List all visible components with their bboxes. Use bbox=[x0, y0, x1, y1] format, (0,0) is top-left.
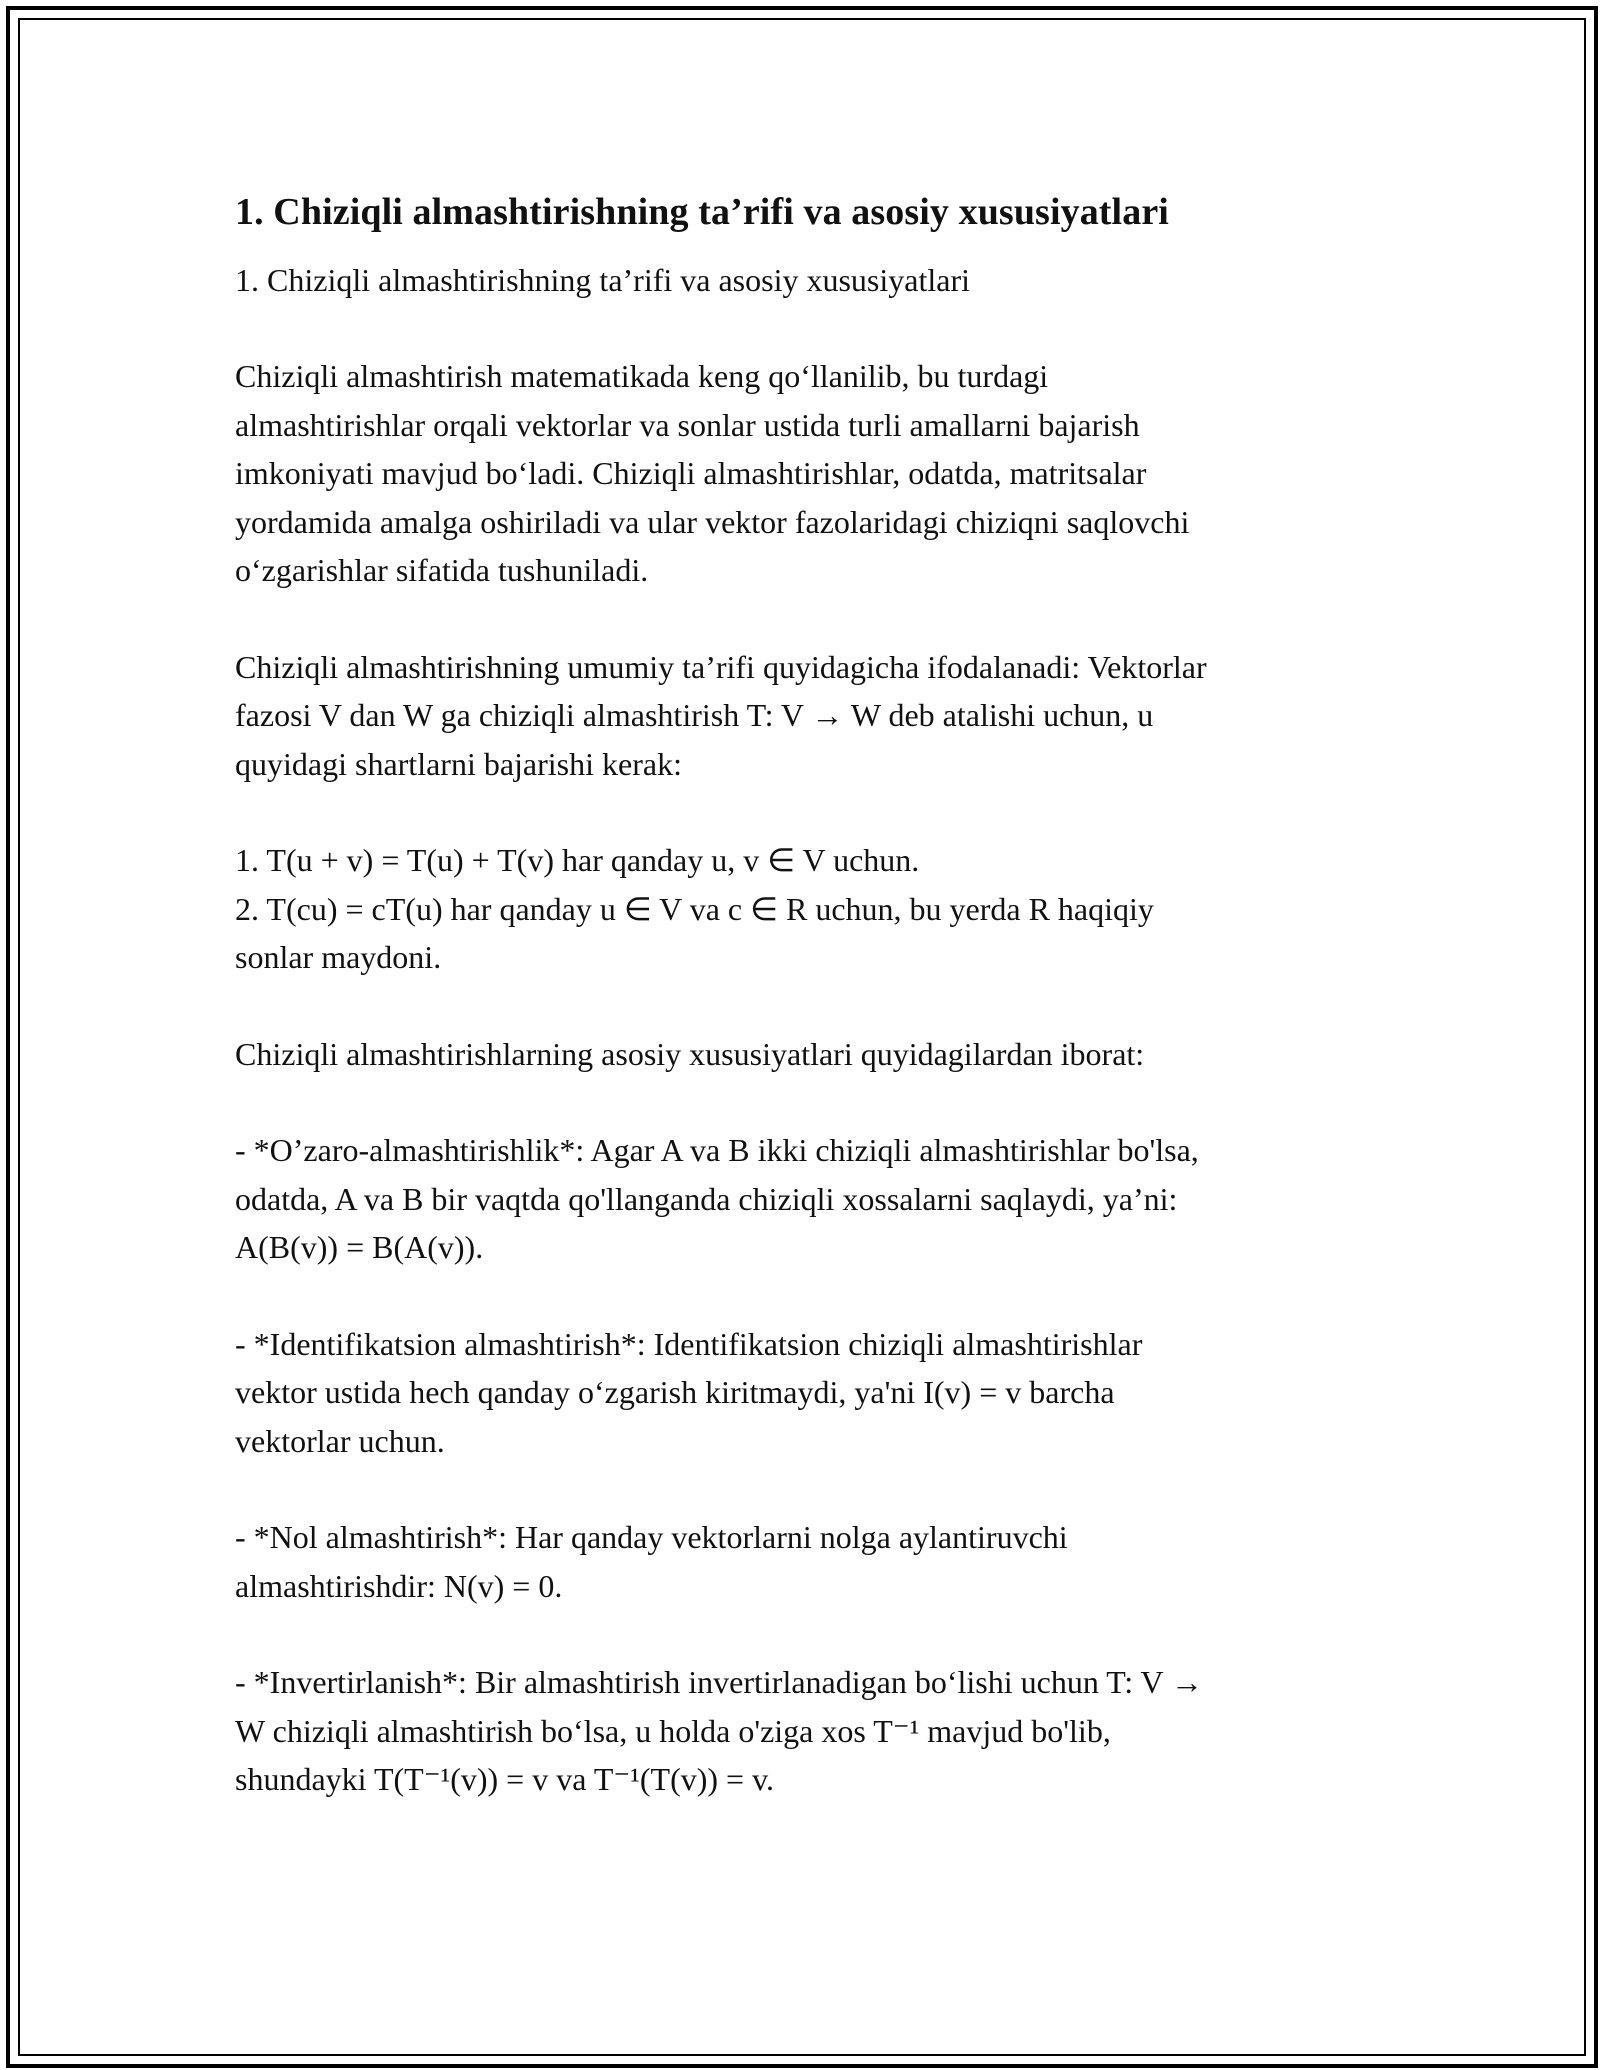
section-subheading: 1. Chiziqli almashtirishning ta’rifi va asosiy xususiyatlari bbox=[235, 262, 970, 298]
paragraph-definition bbox=[235, 643, 1370, 789]
paragraph-introduction bbox=[235, 352, 1370, 595]
paragraph-property-commutativity bbox=[235, 1126, 1370, 1272]
text-line: o‘zgarishlar sifatida tushuniladi. bbox=[235, 552, 649, 588]
text-line: quyidagi shartlarni bajarishi kerak: bbox=[235, 745, 682, 782]
text-line: - *O’zaro-almashtirishlik*: Agar A va B ikki chiziqli almashtirishlar bo'lsa, bbox=[235, 1132, 1199, 1168]
paragraph-conditions bbox=[235, 836, 1370, 982]
text-line: - *Nol almashtirish*: Har qanday vektorlarni nolga aylantiruvchi bbox=[235, 1519, 1068, 1555]
paragraph-property-zero bbox=[235, 1513, 1370, 1610]
text-line: A(B(v)) = B(A(v)). bbox=[235, 1229, 484, 1265]
text-line: imkoniyati mavjud bo‘ladi. Chiziqli almashtirishlar, odatda, matritsalar bbox=[235, 455, 1147, 491]
text-line: fazosi V dan W ga chiziqli almashtirish T: V → W deb atalishi uchun, u bbox=[235, 697, 1154, 733]
paragraph-property-invertibility bbox=[235, 1658, 1370, 1804]
document-body bbox=[235, 186, 1370, 1804]
text-line: sonlar maydoni. bbox=[235, 939, 442, 975]
text-line: Chiziqli almashtirishning umumiy ta’rifi quyidagicha ifodalanadi: Vektorlar bbox=[235, 648, 1207, 685]
text-line: - *Identifikatsion almashtirish*: Identifikatsion chiziqli almashtirishlar bbox=[235, 1325, 1143, 1362]
text-line: almashtirishdir: N(v) = 0. bbox=[235, 1567, 563, 1604]
text-line: W chiziqli almashtirish bo‘lsa, u holda o'ziga xos T⁻¹ mavjud bo'lib, bbox=[235, 1712, 1111, 1749]
text-line: - *Invertirlanish*: Bir almashtirish invertirlanadigan bo‘lishi uchun T: V → bbox=[235, 1664, 1204, 1700]
text-line: Chiziqli almashtirish matematikada keng qo‘llanilib, bu turdagi bbox=[235, 358, 1049, 394]
text-line: almashtirishlar orqali vektorlar va sonlar ustida turli amallarni bajarish bbox=[235, 406, 1140, 443]
text-line: yordamida amalga oshiriladi va ular vektor fazolaridagi chiziqni saqlovchi bbox=[235, 503, 1190, 540]
text-line: 2. T(cu) = cT(u) har qanday u ∈ V va c ∈ R uchun, bu yerda R haqiqiy bbox=[235, 890, 1154, 927]
text-line: vektorlar uchun. bbox=[235, 1422, 445, 1459]
paragraph-properties-intro bbox=[235, 1030, 1370, 1079]
text-line: Chiziqli almashtirishlarning asosiy xususiyatlari quyidagilardan iborat: bbox=[235, 1035, 1145, 1072]
text-line: 1. T(u + v) = T(u) + T(v) har qanday u, v ∈ V uchun. bbox=[235, 842, 920, 878]
text-line: shundayki T(T⁻¹(v)) = v va T⁻¹(T(v)) = v. bbox=[235, 1761, 775, 1797]
section-heading: 1. Chiziqli almashtirishning ta’rifi va asosiy xususiyatlari bbox=[235, 191, 1169, 233]
text-line: vektor ustida hech qanday o‘zgarish kiritmaydi, ya'ni I(v) = v barcha bbox=[235, 1374, 1115, 1410]
paragraph-property-identity bbox=[235, 1320, 1370, 1466]
text-line: odatda, A va B bir vaqtda qo'llanganda chiziqli xossalarni saqlaydi, ya’ni: bbox=[235, 1180, 1178, 1217]
